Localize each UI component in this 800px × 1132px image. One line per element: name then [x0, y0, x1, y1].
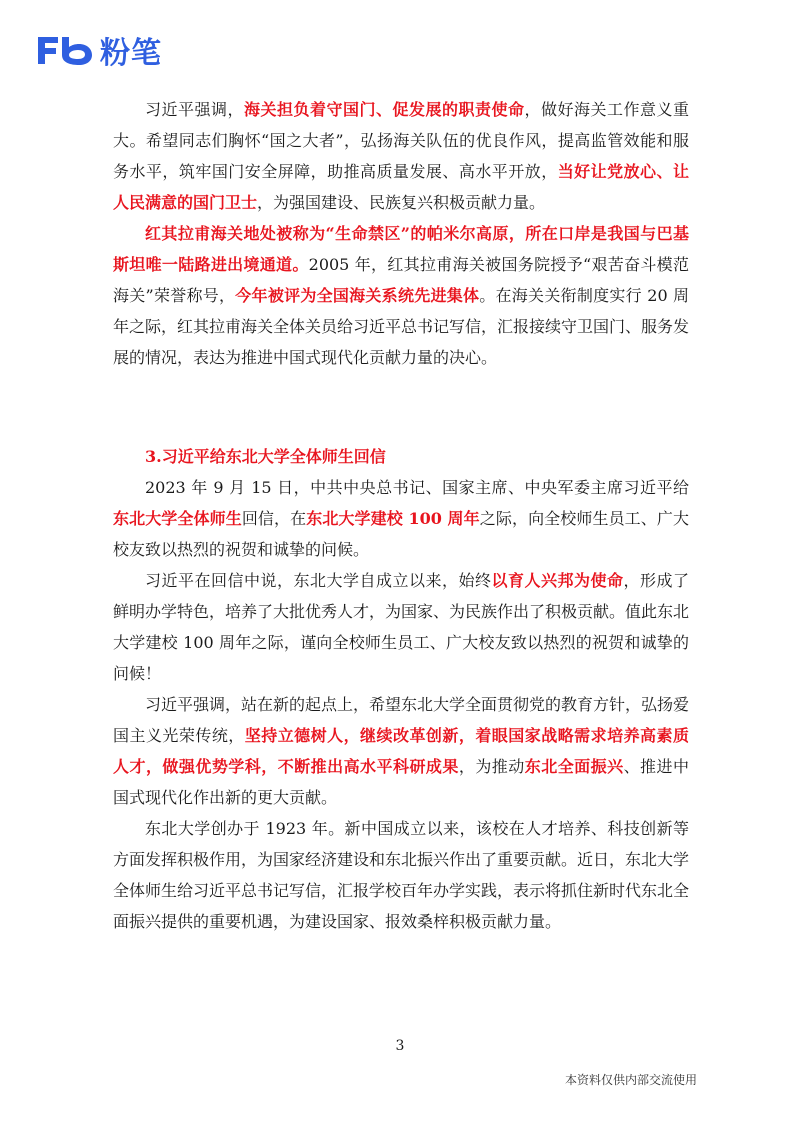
section-heading: 3.习近平给东北大学全体师生回信 [145, 447, 386, 466]
text-run: 习近平强调， [145, 100, 244, 119]
paragraph-neu-expectations [113, 689, 689, 813]
text-run: 2023 年 9 月 15 日，中共中央总书记、国家主席、中央军委主席习近平给 [145, 478, 689, 497]
text-run: ，形成了鲜明办学特色，培养了大批优秀人才，为国家、为民族作出了积极贡献。值此东北大学建校 100 周年之际，谨向全校师生员工、广大校友致以热烈的祝贺和诚挚的问候！ [113, 571, 690, 683]
brand-name: 粉笔 [100, 36, 162, 71]
text-run: 习近平强调，站在新的起点上，希望东北大学全面贯彻党的教育方针，弘扬爱国主义光荣传统， [113, 695, 690, 745]
text-run: 、推进中国式现代化作出新的更大贡献。 [113, 757, 689, 807]
highlight-text: 红其拉甫海关地处被称为“生命禁区”的帕米尔高原，所在口岸是我国与巴基斯坦唯一陆路进出境通道。 [113, 224, 689, 274]
footer-note: 本资料仅供内部交流使用 [564, 1073, 697, 1087]
text-run: ，为推动 [458, 757, 525, 776]
text-run: ，做好海关工作意义重大。希望同志们胸怀“国之大者”，弘扬海关队伍的优良作风，提高监管效能和服务水平，筑牢国门安全屏障，助推高质量发展、高水平开放， [113, 100, 689, 181]
paragraph-customs-duty [113, 94, 689, 218]
text-run: ，为强国建设、民族复兴积极贡献力量。 [257, 193, 546, 212]
highlight-text: 海关担负着守国门、促发展的职责使命 [244, 100, 525, 119]
highlight-text: 以育人兴邦为使命 [491, 571, 624, 590]
brand-logo [36, 30, 162, 70]
section-spacer [113, 373, 689, 441]
text-run: 习近平在回信中说，东北大学自成立以来，始终 [145, 571, 492, 590]
highlight-text: 东北全面振兴 [524, 757, 624, 776]
paragraph-neu-mission [113, 565, 689, 689]
paragraph-khunjerab-customs [113, 218, 689, 373]
document-body [113, 94, 689, 937]
text-run: 。在海关关衔制度实行 20 周年之际，红其拉甫海关全体关员给习近平总书记写信，汇报接续守卫国门、服务发展的情况，表达为推进中国式现代化贡献力量的决心。 [113, 286, 690, 367]
text-run: 回信，在 [241, 509, 307, 528]
text-run: 东北大学创办于 1923 年。新中国成立以来，该校在人才培养、科技创新等方面发挥积极作用，为国家经济建设和东北振兴作出了重要贡献。近日，东北大学全体师生给习近平总书记写信，汇报学校百年办学实践，表示将抓住新时代东北全面振兴提供的重要机遇，为建设国家、报效桑梓积极贡献力量。 [113, 819, 690, 931]
highlight-text: 东北大学全体师生 [113, 509, 242, 528]
fenbi-logo-icon [36, 33, 94, 67]
highlight-text: 当好让党放心、让人民满意的国门卫士 [113, 162, 689, 212]
text-run: 之际，向全校师生员工、广大校友致以热烈的祝贺和诚挚的问候。 [113, 509, 689, 559]
text-run: 2005 年，红其拉甫海关被国务院授予“艰苦奋斗模范海关”荣誉称号， [113, 255, 689, 305]
paragraph-neu-history [113, 813, 689, 937]
highlight-text: 坚持立德树人，继续改革创新，着眼国家战略需求培养高素质人才，做强优势学科，不断推出高水平科研成果 [113, 726, 689, 776]
highlight-text: 东北大学建校 100 周年 [306, 509, 480, 528]
paragraph-neu-letter [113, 472, 689, 565]
page-number: 3 [395, 1038, 405, 1054]
highlight-text: 今年被评为全国海关系统先进集体 [235, 286, 480, 305]
